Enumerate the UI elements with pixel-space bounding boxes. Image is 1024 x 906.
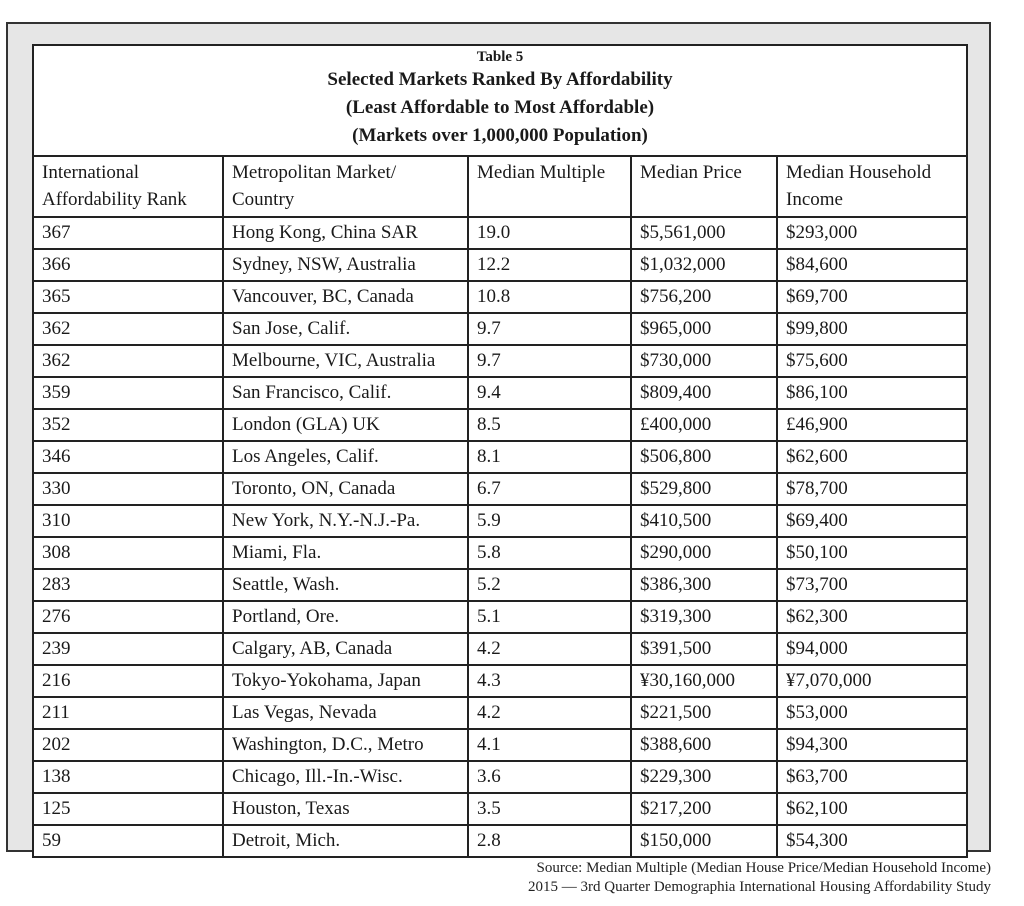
table-number: Table 5 <box>476 49 524 65</box>
cell-multiple: 8.5 <box>468 409 631 441</box>
cell-multiple: 10.8 <box>468 281 631 313</box>
cell-market: Los Angeles, Calif. <box>223 441 468 473</box>
cell-rank: 310 <box>34 505 223 537</box>
cell-income: ¥7,070,000 <box>777 665 966 697</box>
header-rank-line1: International <box>42 162 140 183</box>
cell-income: $54,300 <box>777 825 966 856</box>
cell-multiple: 6.7 <box>468 473 631 505</box>
cell-price: £400,000 <box>631 409 777 441</box>
table-frame <box>6 22 991 852</box>
table-row <box>34 569 966 601</box>
cell-rank: 59 <box>34 825 223 856</box>
cell-price: $1,032,000 <box>631 249 777 281</box>
source-line-2: 2015 — 3rd Quarter Demographia International Housing Affordability Study <box>528 879 991 895</box>
cell-rank: 138 <box>34 761 223 793</box>
header-price <box>631 156 777 217</box>
cell-multiple: 5.9 <box>468 505 631 537</box>
header-market <box>223 156 468 217</box>
cell-price: $229,300 <box>631 761 777 793</box>
table-container <box>32 44 968 858</box>
table-row <box>34 377 966 409</box>
cell-price: ¥30,160,000 <box>631 665 777 697</box>
cell-income: $53,000 <box>777 697 966 729</box>
cell-rank: 367 <box>34 217 223 249</box>
table-title: Selected Markets Ranked By Affordability <box>327 69 673 90</box>
cell-market: Portland, Ore. <box>223 601 468 633</box>
source-line-1: Source: Median Multiple (Median House Price/Median Household Income) <box>536 860 991 876</box>
cell-rank: 283 <box>34 569 223 601</box>
header-market-line2: Country <box>232 189 295 210</box>
cell-income: $62,300 <box>777 601 966 633</box>
cell-market: Miami, Fla. <box>223 537 468 569</box>
cell-rank: 365 <box>34 281 223 313</box>
cell-rank: 366 <box>34 249 223 281</box>
cell-market: Sydney, NSW, Australia <box>223 249 468 281</box>
cell-multiple: 4.1 <box>468 729 631 761</box>
cell-price: $391,500 <box>631 633 777 665</box>
cell-market: Washington, D.C., Metro <box>223 729 468 761</box>
table-subtitle: (Least Affordable to Most Affordable) <box>345 97 655 118</box>
table-row <box>34 473 966 505</box>
cell-market: New York, N.Y.-N.J.-Pa. <box>223 505 468 537</box>
cell-price: $965,000 <box>631 313 777 345</box>
cell-price: $386,300 <box>631 569 777 601</box>
cell-multiple: 9.7 <box>468 345 631 377</box>
cell-income: $86,100 <box>777 377 966 409</box>
cell-rank: 239 <box>34 633 223 665</box>
cell-market: Hong Kong, China SAR <box>223 217 468 249</box>
cell-market: Detroit, Mich. <box>223 825 468 856</box>
cell-income: $94,000 <box>777 633 966 665</box>
table-row <box>34 793 966 825</box>
cell-multiple: 8.1 <box>468 441 631 473</box>
cell-market: London (GLA) UK <box>223 409 468 441</box>
cell-rank: 216 <box>34 665 223 697</box>
cell-market: San Jose, Calif. <box>223 313 468 345</box>
cell-market: Seattle, Wash. <box>223 569 468 601</box>
table-row <box>34 441 966 473</box>
cell-market: Tokyo-Yokohama, Japan <box>223 665 468 697</box>
header-income-line1: Median Household <box>786 162 932 183</box>
cell-market: Toronto, ON, Canada <box>223 473 468 505</box>
cell-multiple: 5.2 <box>468 569 631 601</box>
cell-income: $63,700 <box>777 761 966 793</box>
table-row <box>34 729 966 761</box>
cell-income: $62,600 <box>777 441 966 473</box>
header-rank <box>34 156 223 217</box>
table-row <box>34 825 966 856</box>
table-row <box>34 761 966 793</box>
cell-price: $150,000 <box>631 825 777 856</box>
source-note <box>528 859 991 897</box>
cell-income: $50,100 <box>777 537 966 569</box>
cell-price: $388,600 <box>631 729 777 761</box>
cell-rank: 211 <box>34 697 223 729</box>
cell-multiple: 9.4 <box>468 377 631 409</box>
cell-rank: 362 <box>34 313 223 345</box>
table-row <box>34 217 966 249</box>
table-row <box>34 313 966 345</box>
cell-income: $69,400 <box>777 505 966 537</box>
table-row <box>34 601 966 633</box>
affordability-table <box>34 155 966 856</box>
table-row <box>34 249 966 281</box>
cell-multiple: 9.7 <box>468 313 631 345</box>
cell-rank: 330 <box>34 473 223 505</box>
header-price-line1: Median Price <box>640 162 742 183</box>
header-income <box>777 156 966 217</box>
cell-rank: 359 <box>34 377 223 409</box>
cell-multiple: 4.2 <box>468 633 631 665</box>
cell-price: $319,300 <box>631 601 777 633</box>
cell-multiple: 3.5 <box>468 793 631 825</box>
cell-price: $809,400 <box>631 377 777 409</box>
cell-multiple: 5.1 <box>468 601 631 633</box>
table-row <box>34 409 966 441</box>
cell-income: $69,700 <box>777 281 966 313</box>
cell-market: San Francisco, Calif. <box>223 377 468 409</box>
cell-price: $217,200 <box>631 793 777 825</box>
cell-price: $529,800 <box>631 473 777 505</box>
cell-multiple: 3.6 <box>468 761 631 793</box>
cell-multiple: 12.2 <box>468 249 631 281</box>
cell-rank: 362 <box>34 345 223 377</box>
header-income-line2: Income <box>786 189 843 210</box>
table-row <box>34 697 966 729</box>
cell-market: Houston, Texas <box>223 793 468 825</box>
table-body <box>34 217 966 856</box>
table-row <box>34 537 966 569</box>
header-row <box>34 156 966 217</box>
cell-rank: 125 <box>34 793 223 825</box>
table-population-note: (Markets over 1,000,000 Population) <box>352 125 648 146</box>
cell-income: $293,000 <box>777 217 966 249</box>
cell-price: $506,800 <box>631 441 777 473</box>
cell-price: $221,500 <box>631 697 777 729</box>
cell-rank: 308 <box>34 537 223 569</box>
header-rank-line2: Affordability Rank <box>42 189 187 210</box>
cell-rank: 352 <box>34 409 223 441</box>
cell-income: $73,700 <box>777 569 966 601</box>
table-row <box>34 345 966 377</box>
table-row <box>34 633 966 665</box>
cell-price: $756,200 <box>631 281 777 313</box>
cell-multiple: 4.3 <box>468 665 631 697</box>
table-row <box>34 665 966 697</box>
table-row <box>34 281 966 313</box>
table-row <box>34 505 966 537</box>
cell-price: $410,500 <box>631 505 777 537</box>
header-market-line1: Metropolitan Market/ <box>232 162 397 183</box>
cell-market: Chicago, Ill.-In.-Wisc. <box>223 761 468 793</box>
header-multiple <box>468 156 631 217</box>
cell-income: $84,600 <box>777 249 966 281</box>
cell-income: £46,900 <box>777 409 966 441</box>
cell-income: $99,800 <box>777 313 966 345</box>
cell-multiple: 4.2 <box>468 697 631 729</box>
cell-income: $78,700 <box>777 473 966 505</box>
cell-multiple: 5.8 <box>468 537 631 569</box>
cell-rank: 346 <box>34 441 223 473</box>
cell-income: $94,300 <box>777 729 966 761</box>
header-multiple-line1: Median Multiple <box>477 162 606 183</box>
cell-income: $75,600 <box>777 345 966 377</box>
cell-rank: 202 <box>34 729 223 761</box>
cell-rank: 276 <box>34 601 223 633</box>
cell-market: Las Vegas, Nevada <box>223 697 468 729</box>
cell-price: $730,000 <box>631 345 777 377</box>
cell-multiple: 2.8 <box>468 825 631 856</box>
cell-market: Vancouver, BC, Canada <box>223 281 468 313</box>
cell-multiple: 19.0 <box>468 217 631 249</box>
cell-market: Calgary, AB, Canada <box>223 633 468 665</box>
cell-income: $62,100 <box>777 793 966 825</box>
cell-market: Melbourne, VIC, Australia <box>223 345 468 377</box>
table-caption <box>34 46 966 155</box>
cell-price: $5,561,000 <box>631 217 777 249</box>
cell-price: $290,000 <box>631 537 777 569</box>
